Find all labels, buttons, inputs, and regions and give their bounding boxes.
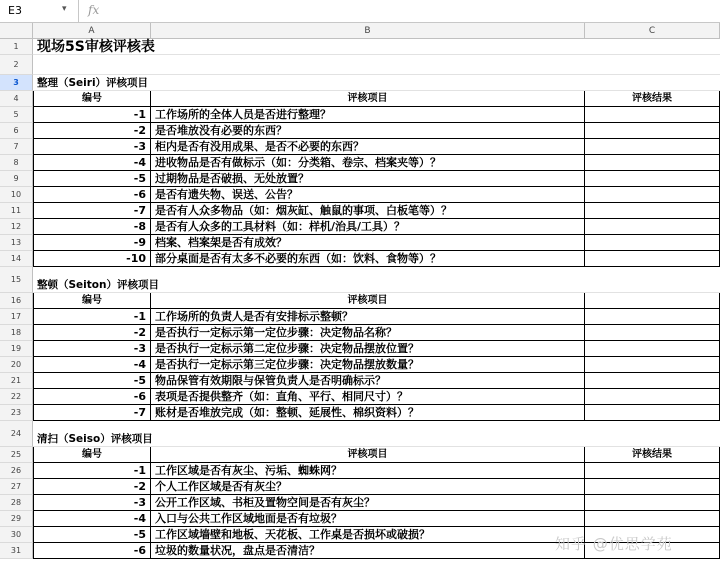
row-header[interactable]: 19: [0, 341, 33, 357]
row-header[interactable]: 13: [0, 235, 33, 251]
row-header[interactable]: 29: [0, 511, 33, 527]
item-text[interactable]: 工作区域墙壁和地板、天花板、工作桌是否损坏或破损？: [151, 527, 585, 542]
item-number[interactable]: -4: [33, 155, 151, 170]
item-number[interactable]: -1: [33, 309, 151, 324]
row-header[interactable]: 15: [0, 267, 33, 293]
sheet-row: [33, 107, 720, 123]
item-number[interactable]: -5: [33, 373, 151, 388]
item-text[interactable]: 部分桌面是否有太多不必要的东西（如：饮料、食物等）？: [151, 251, 585, 266]
row-header[interactable]: 17: [0, 309, 33, 325]
result-cell[interactable]: [585, 341, 720, 356]
item-text[interactable]: 工作场所的负责人是否有安排标示整顿？: [151, 309, 585, 324]
item-number[interactable]: -2: [33, 479, 151, 494]
header-number[interactable]: 编号: [33, 293, 151, 308]
section-heading[interactable]: 整理（Seiri）评核项目: [37, 77, 149, 89]
item-text[interactable]: 账材是否堆放完成（如：整顿、延展性、棉织资料）？: [151, 405, 585, 420]
sheet-row: [33, 55, 720, 75]
result-cell[interactable]: [585, 373, 720, 388]
sheet-row: [33, 187, 720, 203]
function-icon: fx: [88, 3, 100, 17]
item-text[interactable]: 是否堆放没有必要的东西？: [151, 123, 585, 138]
sheet-row: [33, 171, 720, 187]
item-text[interactable]: 过期物品是否破损、无处放置？: [151, 171, 585, 186]
header-item[interactable]: 评核项目: [151, 91, 585, 106]
item-number[interactable]: -3: [33, 495, 151, 510]
result-cell[interactable]: [585, 325, 720, 340]
item-number[interactable]: -4: [33, 511, 151, 526]
header-result[interactable]: 评核结果: [585, 91, 720, 106]
name-box[interactable]: [0, 0, 79, 22]
row-header[interactable]: 24: [0, 421, 33, 447]
row-header[interactable]: 22: [0, 389, 33, 405]
row-header[interactable]: 31: [0, 543, 33, 559]
row-header[interactable]: 18: [0, 325, 33, 341]
row-header[interactable]: 20: [0, 357, 33, 373]
item-text[interactable]: 表项是否提供整齐（如：直角、平行、相同尺寸）？: [151, 389, 585, 404]
sheet-row: [33, 235, 720, 251]
sheet-row: [33, 251, 720, 267]
sheet-row: [33, 123, 720, 139]
item-text[interactable]: 是否有遗失物、误送、公告？: [151, 187, 585, 202]
header-item[interactable]: 评核项目: [151, 293, 585, 308]
item-text[interactable]: 是否执行一定标示第三定位步骤：决定物品摆放数量？: [151, 357, 585, 372]
item-number[interactable]: -9: [33, 235, 151, 250]
result-cell[interactable]: [585, 479, 720, 494]
sheet-row: [33, 421, 720, 447]
column-header-a[interactable]: A: [33, 23, 151, 39]
result-cell[interactable]: [585, 511, 720, 526]
sheet-title[interactable]: 现场5S审核评核表: [37, 39, 155, 55]
sheet-row: [33, 357, 720, 373]
sheet-row: [33, 267, 720, 293]
item-number[interactable]: -6: [33, 389, 151, 404]
row-header[interactable]: 2: [0, 55, 33, 75]
sheet-row: [33, 325, 720, 341]
header-result[interactable]: 评核结果: [585, 447, 720, 462]
result-cell[interactable]: [585, 219, 720, 234]
item-number[interactable]: -4: [33, 357, 151, 372]
item-text[interactable]: 工作场所的全体人员是否进行整理？: [151, 107, 585, 122]
result-cell[interactable]: [585, 123, 720, 138]
result-cell[interactable]: [585, 389, 720, 404]
result-cell[interactable]: [585, 309, 720, 324]
result-cell[interactable]: [585, 405, 720, 420]
sheet-row: [33, 293, 720, 309]
row-header[interactable]: 30: [0, 527, 33, 543]
item-number[interactable]: -1: [33, 107, 151, 122]
item-text[interactable]: 物品保管有效期限与保管负责人是否明确标示？: [151, 373, 585, 388]
sheet-row: [33, 373, 720, 389]
sheet-row: [33, 75, 720, 91]
item-text[interactable]: 个人工作区域是否有灰尘？: [151, 479, 585, 494]
result-cell[interactable]: [585, 107, 720, 122]
row-header[interactable]: 27: [0, 479, 33, 495]
result-cell[interactable]: [585, 235, 720, 250]
formula-bar: [0, 0, 720, 23]
result-cell[interactable]: [585, 187, 720, 202]
item-number[interactable]: -2: [33, 123, 151, 138]
item-number[interactable]: -10: [33, 251, 151, 266]
item-text[interactable]: 是否有人众多物品（如：烟灰缸、触鼠的事项、白板笔等）？: [151, 203, 585, 218]
row-header[interactable]: 28: [0, 495, 33, 511]
section-heading[interactable]: 清扫（Seiso）评核项目: [37, 433, 153, 445]
column-header-b[interactable]: B: [151, 23, 585, 39]
item-number[interactable]: -7: [33, 203, 151, 218]
item-text[interactable]: 进收物品是否有做标示（如：分类箱、卷宗、档案夹等）？: [151, 155, 585, 170]
item-text[interactable]: 垃圾的数量状况，盘点是否清洁？: [151, 543, 585, 558]
row-header[interactable]: 14: [0, 251, 33, 267]
header-number[interactable]: 编号: [33, 91, 151, 106]
row-header[interactable]: 25: [0, 447, 33, 463]
result-cell[interactable]: [585, 139, 720, 154]
row-header[interactable]: 10: [0, 187, 33, 203]
item-number[interactable]: -6: [33, 543, 151, 558]
row-header[interactable]: 23: [0, 405, 33, 421]
result-cell[interactable]: [585, 251, 720, 266]
row-header[interactable]: 11: [0, 203, 33, 219]
chevron-down-icon[interactable]: ▾: [62, 4, 67, 14]
sheet-row: [33, 39, 720, 55]
cell-reference: E3: [8, 4, 22, 17]
sheet-row: [33, 341, 720, 357]
row-header[interactable]: 26: [0, 463, 33, 479]
header-item[interactable]: 评核项目: [151, 447, 585, 462]
item-text[interactable]: 工作区域是否有灰尘、污垢、蜘蛛网？: [151, 463, 585, 478]
result-cell[interactable]: [585, 171, 720, 186]
sheet-row: [33, 479, 720, 495]
result-cell[interactable]: [585, 155, 720, 170]
sheet-row: [33, 219, 720, 235]
row-header[interactable]: 16: [0, 293, 33, 309]
item-number[interactable]: -2: [33, 325, 151, 340]
item-number[interactable]: -1: [33, 463, 151, 478]
sheet-row: [33, 139, 720, 155]
sheet-row: [33, 463, 720, 479]
item-text[interactable]: 档案、档案架是否有成效？: [151, 235, 585, 250]
sheet-row: [33, 405, 720, 421]
item-text[interactable]: 是否执行一定标示第二定位步骤：决定物品摆放位置？: [151, 341, 585, 356]
row-header[interactable]: 9: [0, 171, 33, 187]
header-number[interactable]: 编号: [33, 447, 151, 462]
sheet-row: [33, 389, 720, 405]
item-number[interactable]: -3: [33, 139, 151, 154]
row-header[interactable]: 4: [0, 91, 33, 107]
item-number[interactable]: -5: [33, 171, 151, 186]
item-number[interactable]: -7: [33, 405, 151, 420]
column-header-c[interactable]: C: [585, 23, 720, 39]
section-heading[interactable]: 整顿（Seiton）评核项目: [37, 279, 159, 291]
item-number[interactable]: -8: [33, 219, 151, 234]
sheet-row: [33, 309, 720, 325]
item-number[interactable]: -5: [33, 527, 151, 542]
row-header[interactable]: 6: [0, 123, 33, 139]
item-text[interactable]: 是否执行一定标示第一定位步骤：决定物品名称？: [151, 325, 585, 340]
row-header[interactable]: 3: [0, 75, 33, 91]
row-header[interactable]: 1: [0, 39, 33, 55]
result-cell[interactable]: [585, 495, 720, 510]
sheet-row: [33, 511, 720, 527]
item-number[interactable]: -6: [33, 187, 151, 202]
row-header[interactable]: 21: [0, 373, 33, 389]
sheet-row: [33, 155, 720, 171]
item-text[interactable]: 入口与公共工作区域地面是否有垃圾？: [151, 511, 585, 526]
result-cell[interactable]: [585, 357, 720, 372]
sheet-row: [33, 447, 720, 463]
row-header[interactable]: 7: [0, 139, 33, 155]
item-text[interactable]: 柜内是否有没用成果、是否不必要的东西？: [151, 139, 585, 154]
watermark: 知乎 @优思学苑: [555, 535, 673, 553]
header-result[interactable]: [585, 293, 720, 308]
row-header[interactable]: 5: [0, 107, 33, 123]
item-text[interactable]: 是否有人众多的工具材料（如：样机/治具/工具）？: [151, 219, 585, 234]
sheet-row: [33, 203, 720, 219]
item-text[interactable]: 公开工作区域、书柜及置物空间是否有灰尘？: [151, 495, 585, 510]
item-number[interactable]: -3: [33, 341, 151, 356]
row-header[interactable]: 8: [0, 155, 33, 171]
sheet-row: [33, 91, 720, 107]
result-cell[interactable]: [585, 203, 720, 218]
sheet-row: [33, 495, 720, 511]
row-header[interactable]: 12: [0, 219, 33, 235]
result-cell[interactable]: [585, 463, 720, 478]
select-all-corner[interactable]: [0, 23, 33, 39]
